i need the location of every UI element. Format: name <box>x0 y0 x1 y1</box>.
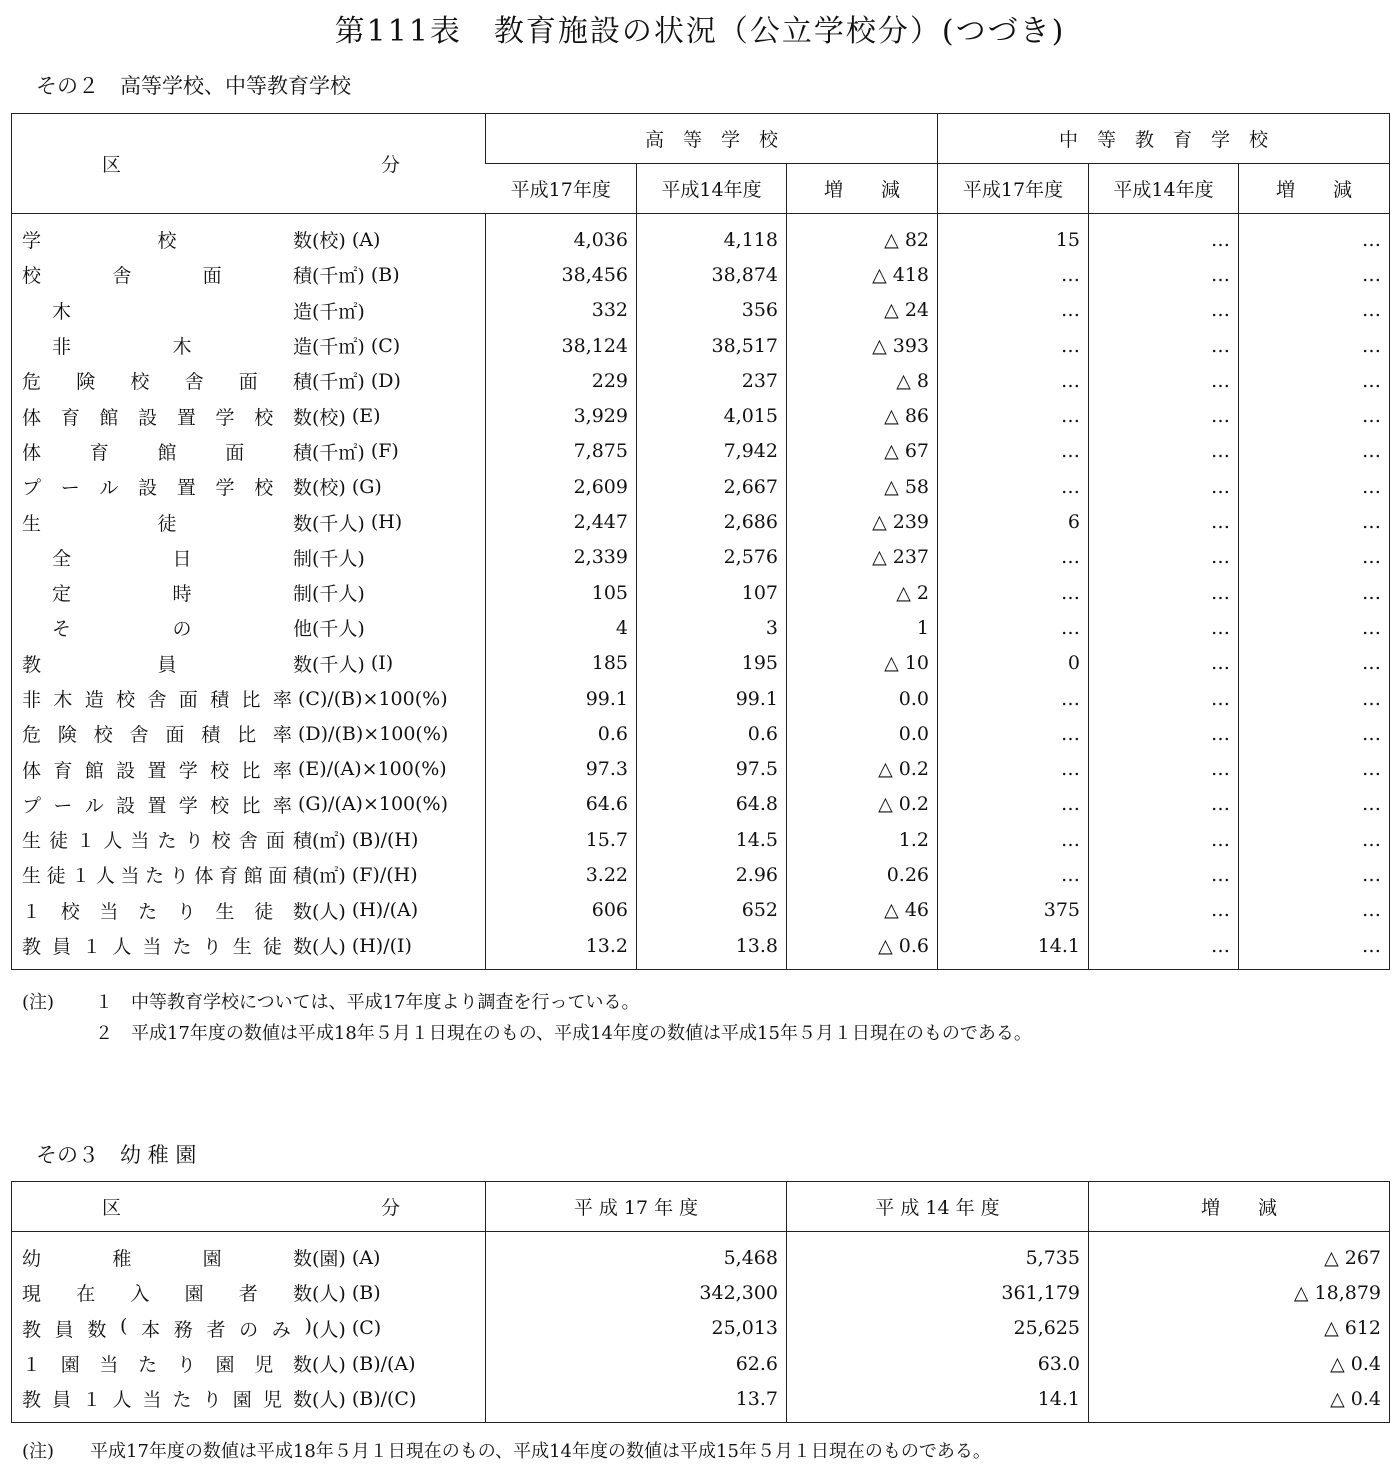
cell-diff: △ 612 <box>1089 1311 1390 1346</box>
cell-sdiff: … <box>1239 257 1390 292</box>
row-ref: (B) <box>370 263 400 286</box>
row-label-text: そ の 他 <box>52 618 312 641</box>
cell-s14: … <box>1089 716 1239 751</box>
row-unit: (千人) <box>312 618 365 641</box>
cell-diff: △ 0.2 <box>787 751 938 786</box>
cell-h17: 2,447 <box>486 504 637 539</box>
table-row <box>12 1346 1390 1381</box>
row-label-text: 生 徒 １ 人 当 た り 体 育 館 面 積 <box>22 865 312 888</box>
cell-diff: △ 418 <box>787 257 938 292</box>
cell-h17: 5,468 <box>486 1232 787 1276</box>
table-row <box>12 1311 1390 1346</box>
row-label-text: １ 校 当 た り 生 徒 数 <box>22 900 312 923</box>
row-ref: (B)/(A) <box>351 1352 416 1375</box>
table-row <box>12 716 1390 751</box>
cell-h17: 105 <box>486 575 637 610</box>
row-unit: (人) <box>312 900 346 923</box>
row-label-text: 非 木 造 校 舎 面 積 比 率 <box>22 689 292 711</box>
table-row <box>12 610 1390 645</box>
cell-h17: 64.6 <box>486 787 637 822</box>
row-ref: (A) <box>351 228 381 251</box>
header-diff: 増 減 <box>1089 1182 1390 1232</box>
row-label <box>12 434 486 469</box>
row-unit: (千㎡) <box>312 265 365 288</box>
cell-s17: … <box>938 434 1089 469</box>
header-kubun: 区 分 <box>12 114 486 214</box>
row-label <box>12 822 486 857</box>
cell-s14: … <box>1089 787 1239 822</box>
cell-h14: 0.6 <box>637 716 787 751</box>
row-unit: (千㎡) <box>312 441 365 464</box>
cell-s14: … <box>1089 610 1239 645</box>
row-label <box>12 293 486 328</box>
cell-diff: △ 0.2 <box>787 787 938 822</box>
cell-h17: 0.6 <box>486 716 637 751</box>
row-label <box>12 646 486 681</box>
row-unit: (千人) <box>312 547 365 570</box>
cell-sdiff: … <box>1239 681 1390 716</box>
row-label <box>12 893 486 928</box>
header-secondary-school: 中 等 教 育 学 校 <box>938 114 1390 164</box>
cell-s17: 6 <box>938 504 1089 539</box>
cell-sdiff: … <box>1239 540 1390 575</box>
cell-sdiff: … <box>1239 893 1390 928</box>
table-row <box>12 1381 1390 1423</box>
row-label <box>12 398 486 433</box>
cell-s17: … <box>938 716 1089 751</box>
table-row <box>12 575 1390 610</box>
row-label <box>12 575 486 610</box>
row-unit: (園) <box>312 1248 346 1271</box>
row-label-text: プ ー ル 設 置 学 校 数 <box>22 477 312 500</box>
table-row <box>12 293 1390 328</box>
page-title: 第111表 教育施設の状況（公立学校分）(つづき) <box>334 14 1066 49</box>
table-row <box>12 434 1390 469</box>
cell-h17: 332 <box>486 293 637 328</box>
table-row <box>12 646 1390 681</box>
cell-diff: △ 58 <box>787 469 938 504</box>
row-ref: (D) <box>370 369 401 392</box>
row-label-text: 危 険 校 舎 面 積 <box>22 371 312 394</box>
header-h14: 平 成 14 年 度 <box>787 1182 1089 1232</box>
row-label-text: 体 育 館 設 置 学 校 数 <box>22 406 312 429</box>
cell-s14: … <box>1089 328 1239 363</box>
cell-sdiff: … <box>1239 504 1390 539</box>
cell-s14: … <box>1089 540 1239 575</box>
table-row <box>12 469 1390 504</box>
row-ref: (F)/(H) <box>351 863 418 886</box>
cell-h14: 4,118 <box>637 214 787 258</box>
section3-subtitle: その３ 幼 稚 園 <box>36 1143 197 1167</box>
row-label <box>12 857 486 892</box>
cell-h17: 2,609 <box>486 469 637 504</box>
cell-h14: 7,942 <box>637 434 787 469</box>
cell-diff: △ 82 <box>787 214 938 258</box>
cell-h14: 2,686 <box>637 504 787 539</box>
row-ref: (A) <box>351 1246 381 1269</box>
cell-s14: … <box>1089 893 1239 928</box>
cell-s17: … <box>938 822 1089 857</box>
row-ref: (H) <box>370 511 403 534</box>
table-row <box>12 893 1390 928</box>
row-unit: (人) <box>312 936 346 959</box>
cell-h14: 63.0 <box>787 1346 1089 1381</box>
cell-h14: 4,015 <box>637 398 787 433</box>
cell-sdiff: … <box>1239 469 1390 504</box>
cell-h14: 195 <box>637 646 787 681</box>
row-label <box>12 610 486 645</box>
cell-h14: 38,874 <box>637 257 787 292</box>
cell-h17: 342,300 <box>486 1275 787 1310</box>
cell-diff: △ 67 <box>787 434 938 469</box>
row-label <box>12 1381 486 1423</box>
table-row <box>12 928 1390 970</box>
table-row <box>12 822 1390 857</box>
cell-s14: … <box>1089 293 1239 328</box>
cell-sdiff: … <box>1239 857 1390 892</box>
header-s17: 平成17年度 <box>938 164 1089 214</box>
cell-diff: △ 18,879 <box>1089 1275 1390 1310</box>
cell-s14: … <box>1089 857 1239 892</box>
row-label-text: １ 園 当 た り 園 児 数 <box>22 1354 312 1377</box>
row-ref: (C) <box>351 1317 382 1340</box>
row-label-text: 生 徒 数 <box>22 512 312 535</box>
row-label-text: 全 日 制 <box>52 547 312 570</box>
cell-s17: 15 <box>938 214 1089 258</box>
row-label <box>12 716 486 751</box>
cell-s17: … <box>938 751 1089 786</box>
row-ref: (C) <box>370 334 401 357</box>
cell-s17: … <box>938 257 1089 292</box>
cell-h17: 185 <box>486 646 637 681</box>
row-label <box>12 1346 486 1381</box>
row-label-text: 危 険 校 舎 面 積 比 率 <box>22 724 292 747</box>
cell-sdiff: … <box>1239 434 1390 469</box>
section2-subtitle: その２ 高等学校、中等教育学校 <box>36 74 351 98</box>
row-label-text: 教 員 数 ( 本 務 者 の み ) <box>22 1314 312 1341</box>
row-unit: (人) <box>312 1318 346 1341</box>
row-label-text: 生 徒 １ 人 当 た り 校 舎 面 積 <box>22 830 312 853</box>
cell-h14: 5,735 <box>787 1232 1089 1276</box>
row-unit: (千人) <box>312 653 365 676</box>
cell-s17: … <box>938 363 1089 398</box>
table-row <box>12 398 1390 433</box>
row-label <box>12 1311 486 1346</box>
cell-h17: 13.2 <box>486 928 637 970</box>
cell-h17: 229 <box>486 363 637 398</box>
section2-note-mark: (注) <box>22 992 55 1013</box>
row-unit: (校) <box>312 230 346 253</box>
header-diff: 増 減 <box>787 164 938 214</box>
row-ref: (I) <box>370 652 394 675</box>
cell-h14: 13.8 <box>637 928 787 970</box>
cell-h14: 2,667 <box>637 469 787 504</box>
cell-s14: … <box>1089 928 1239 970</box>
cell-diff: △ 46 <box>787 893 938 928</box>
cell-h17: 15.7 <box>486 822 637 857</box>
row-ref: (D)/(B)×100(%) <box>298 722 449 745</box>
header-h17: 平成17年度 <box>486 164 637 214</box>
row-label-text: 学 校 数 <box>22 230 312 253</box>
cell-s14: … <box>1089 751 1239 786</box>
row-ref: (H)/(I) <box>351 934 412 957</box>
cell-diff: △ 0.6 <box>787 928 938 970</box>
cell-h14: 3 <box>637 610 787 645</box>
row-label <box>12 257 486 292</box>
cell-s14: … <box>1089 575 1239 610</box>
cell-h17: 99.1 <box>486 681 637 716</box>
cell-s17: 0 <box>938 646 1089 681</box>
section2-note-1: １ 中等教育学校については、平成17年度より調査を行っている。 <box>95 992 640 1013</box>
cell-s14: … <box>1089 257 1239 292</box>
cell-sdiff: … <box>1239 214 1390 258</box>
cell-sdiff: … <box>1239 751 1390 786</box>
cell-h14: 64.8 <box>637 787 787 822</box>
cell-h17: 7,875 <box>486 434 637 469</box>
cell-h14: 97.5 <box>637 751 787 786</box>
cell-h14: 356 <box>637 293 787 328</box>
row-unit: (校) <box>312 477 346 500</box>
row-ref: (B)/(C) <box>351 1387 417 1410</box>
row-label-text: 体 育 館 設 置 学 校 比 率 <box>22 759 292 782</box>
cell-h17: 2,339 <box>486 540 637 575</box>
cell-diff: △ 24 <box>787 293 938 328</box>
cell-h17: 97.3 <box>486 751 637 786</box>
cell-h17: 62.6 <box>486 1346 787 1381</box>
cell-h14: 25,625 <box>787 1311 1089 1346</box>
cell-diff: 1 <box>787 610 938 645</box>
cell-s17: … <box>938 328 1089 363</box>
row-label <box>12 328 486 363</box>
cell-h17: 4 <box>486 610 637 645</box>
row-ref: (C)/(B)×100(%) <box>298 687 448 710</box>
cell-h14: 14.5 <box>637 822 787 857</box>
cell-h14: 652 <box>637 893 787 928</box>
row-label <box>12 928 486 970</box>
header-sdiff: 増 減 <box>1239 164 1390 214</box>
section3-note-mark: (注) <box>22 1441 55 1462</box>
row-ref: (G)/(A)×100(%) <box>298 793 449 816</box>
table-row <box>12 504 1390 539</box>
cell-sdiff: … <box>1239 575 1390 610</box>
cell-h14: 38,517 <box>637 328 787 363</box>
kindergarten-table <box>11 1181 1390 1423</box>
row-label-text: 教 員 数 <box>22 653 312 676</box>
table-row <box>12 1232 1390 1276</box>
table-row <box>12 540 1390 575</box>
cell-s14: … <box>1089 398 1239 433</box>
cell-h17: 4,036 <box>486 214 637 258</box>
cell-diff: △ 8 <box>787 363 938 398</box>
cell-s17: … <box>938 575 1089 610</box>
row-unit: (千人) <box>312 583 365 606</box>
cell-diff: △ 86 <box>787 398 938 433</box>
cell-diff: △ 239 <box>787 504 938 539</box>
cell-sdiff: … <box>1239 363 1390 398</box>
row-label <box>12 1275 486 1310</box>
cell-h14: 361,179 <box>787 1275 1089 1310</box>
cell-h17: 606 <box>486 893 637 928</box>
table-row <box>12 328 1390 363</box>
row-label-text: プ ー ル 設 置 学 校 比 率 <box>22 794 292 817</box>
cell-sdiff: … <box>1239 328 1390 363</box>
row-ref: (E) <box>351 405 381 428</box>
row-label-text: 校 舎 面 積 <box>22 265 312 288</box>
cell-s14: … <box>1089 681 1239 716</box>
cell-sdiff: … <box>1239 293 1390 328</box>
table-row <box>12 214 1390 258</box>
cell-s17: … <box>938 681 1089 716</box>
cell-diff: △ 0.4 <box>1089 1381 1390 1423</box>
row-label-text: 幼 稚 園 数 <box>22 1248 312 1271</box>
cell-s17: 375 <box>938 893 1089 928</box>
table-row <box>12 681 1390 716</box>
cell-sdiff: … <box>1239 398 1390 433</box>
cell-diff: △ 2 <box>787 575 938 610</box>
cell-s17: … <box>938 857 1089 892</box>
header-h14: 平成14年度 <box>637 164 787 214</box>
cell-s14: … <box>1089 822 1239 857</box>
row-label-text: 定 時 制 <box>52 583 312 606</box>
cell-s17: … <box>938 398 1089 433</box>
row-unit: (千㎡) <box>312 371 365 394</box>
row-unit: (人) <box>312 1283 346 1306</box>
cell-diff: 0.0 <box>787 681 938 716</box>
cell-h17: 25,013 <box>486 1311 787 1346</box>
cell-sdiff: … <box>1239 787 1390 822</box>
row-ref: (E)/(A)×100(%) <box>298 758 447 781</box>
row-unit: (千㎡) <box>312 336 365 359</box>
cell-h17: 3.22 <box>486 857 637 892</box>
cell-h17: 3,929 <box>486 398 637 433</box>
cell-s14: … <box>1089 469 1239 504</box>
cell-s17: … <box>938 787 1089 822</box>
cell-diff: 0.26 <box>787 857 938 892</box>
cell-h14: 2,576 <box>637 540 787 575</box>
row-label <box>12 1232 486 1276</box>
cell-s17: 14.1 <box>938 928 1089 970</box>
cell-diff: △ 237 <box>787 540 938 575</box>
cell-diff: △ 393 <box>787 328 938 363</box>
row-label-text: 体 育 館 面 積 <box>22 441 312 464</box>
row-label-text: 木 造 <box>52 300 312 323</box>
cell-s17: … <box>938 469 1089 504</box>
row-label <box>12 214 486 258</box>
cell-s17: … <box>938 540 1089 575</box>
cell-diff: △ 10 <box>787 646 938 681</box>
row-label-text: 非 木 造 <box>52 336 312 359</box>
row-unit: (人) <box>312 1354 346 1377</box>
row-ref: (F) <box>370 440 399 463</box>
table-row <box>12 363 1390 398</box>
row-label-text: 教 員 １ 人 当 た り 園 児 数 <box>22 1389 312 1412</box>
row-label <box>12 540 486 575</box>
cell-diff: 0.0 <box>787 716 938 751</box>
row-label <box>12 469 486 504</box>
cell-sdiff: … <box>1239 928 1390 970</box>
row-unit: (㎡) <box>312 865 346 888</box>
table-row <box>12 751 1390 786</box>
cell-s17: … <box>938 293 1089 328</box>
cell-s14: … <box>1089 214 1239 258</box>
header-s14: 平成14年度 <box>1089 164 1239 214</box>
row-unit: (人) <box>312 1389 346 1412</box>
header-h17: 平 成 17 年 度 <box>486 1182 787 1232</box>
cell-diff: △ 0.4 <box>1089 1346 1390 1381</box>
cell-h17: 13.7 <box>486 1381 787 1423</box>
cell-sdiff: … <box>1239 822 1390 857</box>
row-ref: (H)/(A) <box>351 899 419 922</box>
row-label <box>12 363 486 398</box>
row-label <box>12 787 486 822</box>
cell-h14: 2.96 <box>637 857 787 892</box>
row-label <box>12 681 486 716</box>
row-unit: (㎡) <box>312 830 346 853</box>
cell-h14: 14.1 <box>787 1381 1089 1423</box>
cell-diff: 1.2 <box>787 822 938 857</box>
cell-s14: … <box>1089 504 1239 539</box>
row-ref: (G) <box>351 475 382 498</box>
row-label-text: 現 在 入 園 者 数 <box>22 1283 312 1306</box>
cell-sdiff: … <box>1239 646 1390 681</box>
table-row <box>12 857 1390 892</box>
cell-h14: 237 <box>637 363 787 398</box>
row-unit: (千人) <box>312 512 365 535</box>
row-unit: (校) <box>312 406 346 429</box>
section3-note: 平成17年度の数値は平成18年５月１日現在のもの、平成14年度の数値は平成15年５月１日現在のものである。 <box>90 1441 991 1462</box>
cell-h14: 99.1 <box>637 681 787 716</box>
cell-s17: … <box>938 610 1089 645</box>
cell-s14: … <box>1089 363 1239 398</box>
row-label <box>12 504 486 539</box>
cell-h17: 38,456 <box>486 257 637 292</box>
cell-s14: … <box>1089 434 1239 469</box>
table-row <box>12 787 1390 822</box>
table-row <box>12 1275 1390 1310</box>
row-ref: (B) <box>351 1281 381 1304</box>
table-row <box>12 257 1390 292</box>
row-ref: (B)/(H) <box>351 828 419 851</box>
cell-sdiff: … <box>1239 610 1390 645</box>
high-school-table <box>11 113 1390 970</box>
header-kubun: 区 分 <box>12 1182 486 1232</box>
row-label-text: 教 員 １ 人 当 た り 生 徒 数 <box>22 936 312 959</box>
section2-note-2: ２ 平成17年度の数値は平成18年５月１日現在のもの、平成14年度の数値は平成15年５月１日現在のものである。 <box>95 1023 1032 1044</box>
cell-h17: 38,124 <box>486 328 637 363</box>
cell-h14: 107 <box>637 575 787 610</box>
cell-s14: … <box>1089 646 1239 681</box>
row-unit: (千㎡) <box>312 300 365 323</box>
cell-diff: △ 267 <box>1089 1232 1390 1276</box>
header-high-school: 高 等 学 校 <box>486 114 938 164</box>
cell-sdiff: … <box>1239 716 1390 751</box>
row-label <box>12 751 486 786</box>
